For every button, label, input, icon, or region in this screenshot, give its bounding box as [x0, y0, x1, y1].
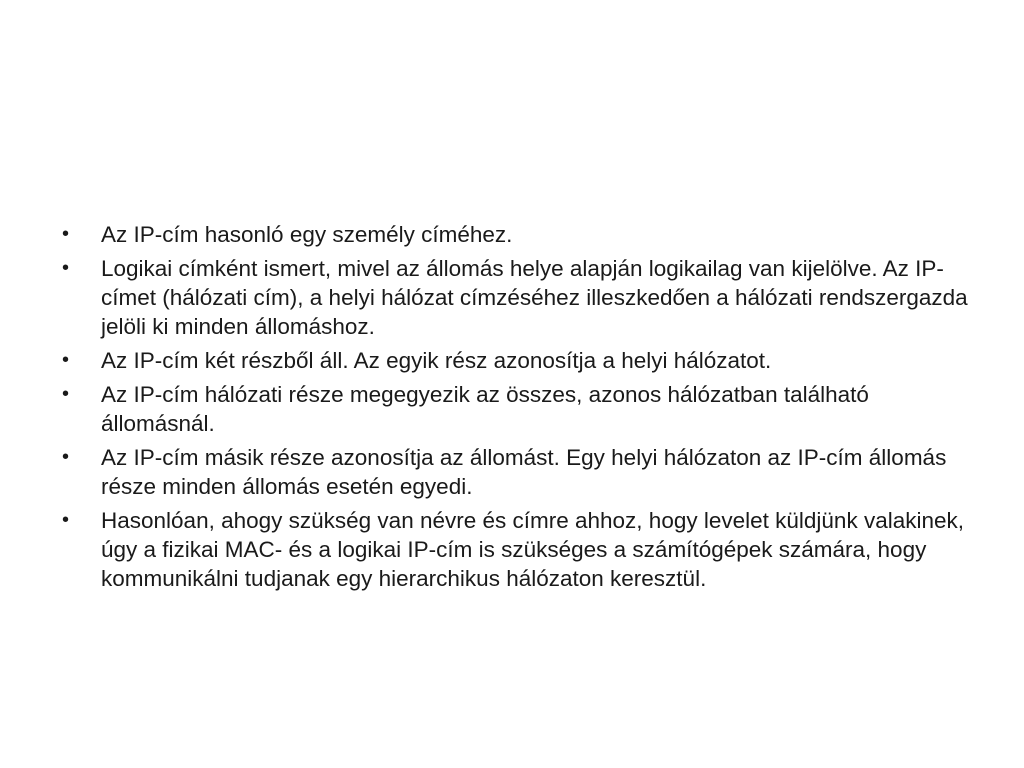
bullet-item — [62, 443, 982, 501]
bullet-text: Az IP-cím másik része azonosítja az állomást. Egy helyi hálózaton az IP-cím állomás része minden állomás esetén egyedi. — [101, 445, 947, 499]
bullet-text: Az IP-cím hálózati része megegyezik az összes, azonos hálózatban található állomásnál. — [101, 382, 869, 436]
bullet-dot-icon: • — [62, 257, 70, 279]
bullet-text: Az IP-cím hasonló egy személy címéhez. — [101, 222, 513, 247]
slide-body — [62, 220, 982, 598]
bullet-text: Az IP-cím két részből áll. Az egyik rész azonosítja a helyi hálózatot. — [101, 348, 772, 373]
bullet-dot-icon: • — [62, 446, 70, 468]
bullet-item — [62, 220, 982, 249]
bullet-dot-icon: • — [62, 383, 70, 405]
bullet-text: Hasonlóan, ahogy szükség van névre és címre ahhoz, hogy levelet küldjünk valakinek, úgy a fizikai MAC- és a logikai IP-cím is szükséges a számítógépek számára, hogy kommunikálni tudjanak egy hierarchikus hálózaton keresztül. — [101, 508, 964, 591]
bullet-item — [62, 380, 982, 438]
bullet-item — [62, 254, 982, 341]
bullet-text: Logikai címként ismert, mivel az állomás helye alapján logikailag van kijelölve. Az IP-címet (hálózati cím), a helyi hálózat címzéséhez illeszkedően a hálózati rendszergazda jelöli ki minden állomáshoz. — [101, 256, 968, 339]
bullet-item — [62, 346, 982, 375]
bullet-dot-icon: • — [62, 349, 70, 371]
bullet-item — [62, 506, 982, 593]
bullet-dot-icon: • — [62, 509, 70, 531]
bullet-list — [62, 220, 982, 593]
bullet-dot-icon: • — [62, 223, 70, 245]
